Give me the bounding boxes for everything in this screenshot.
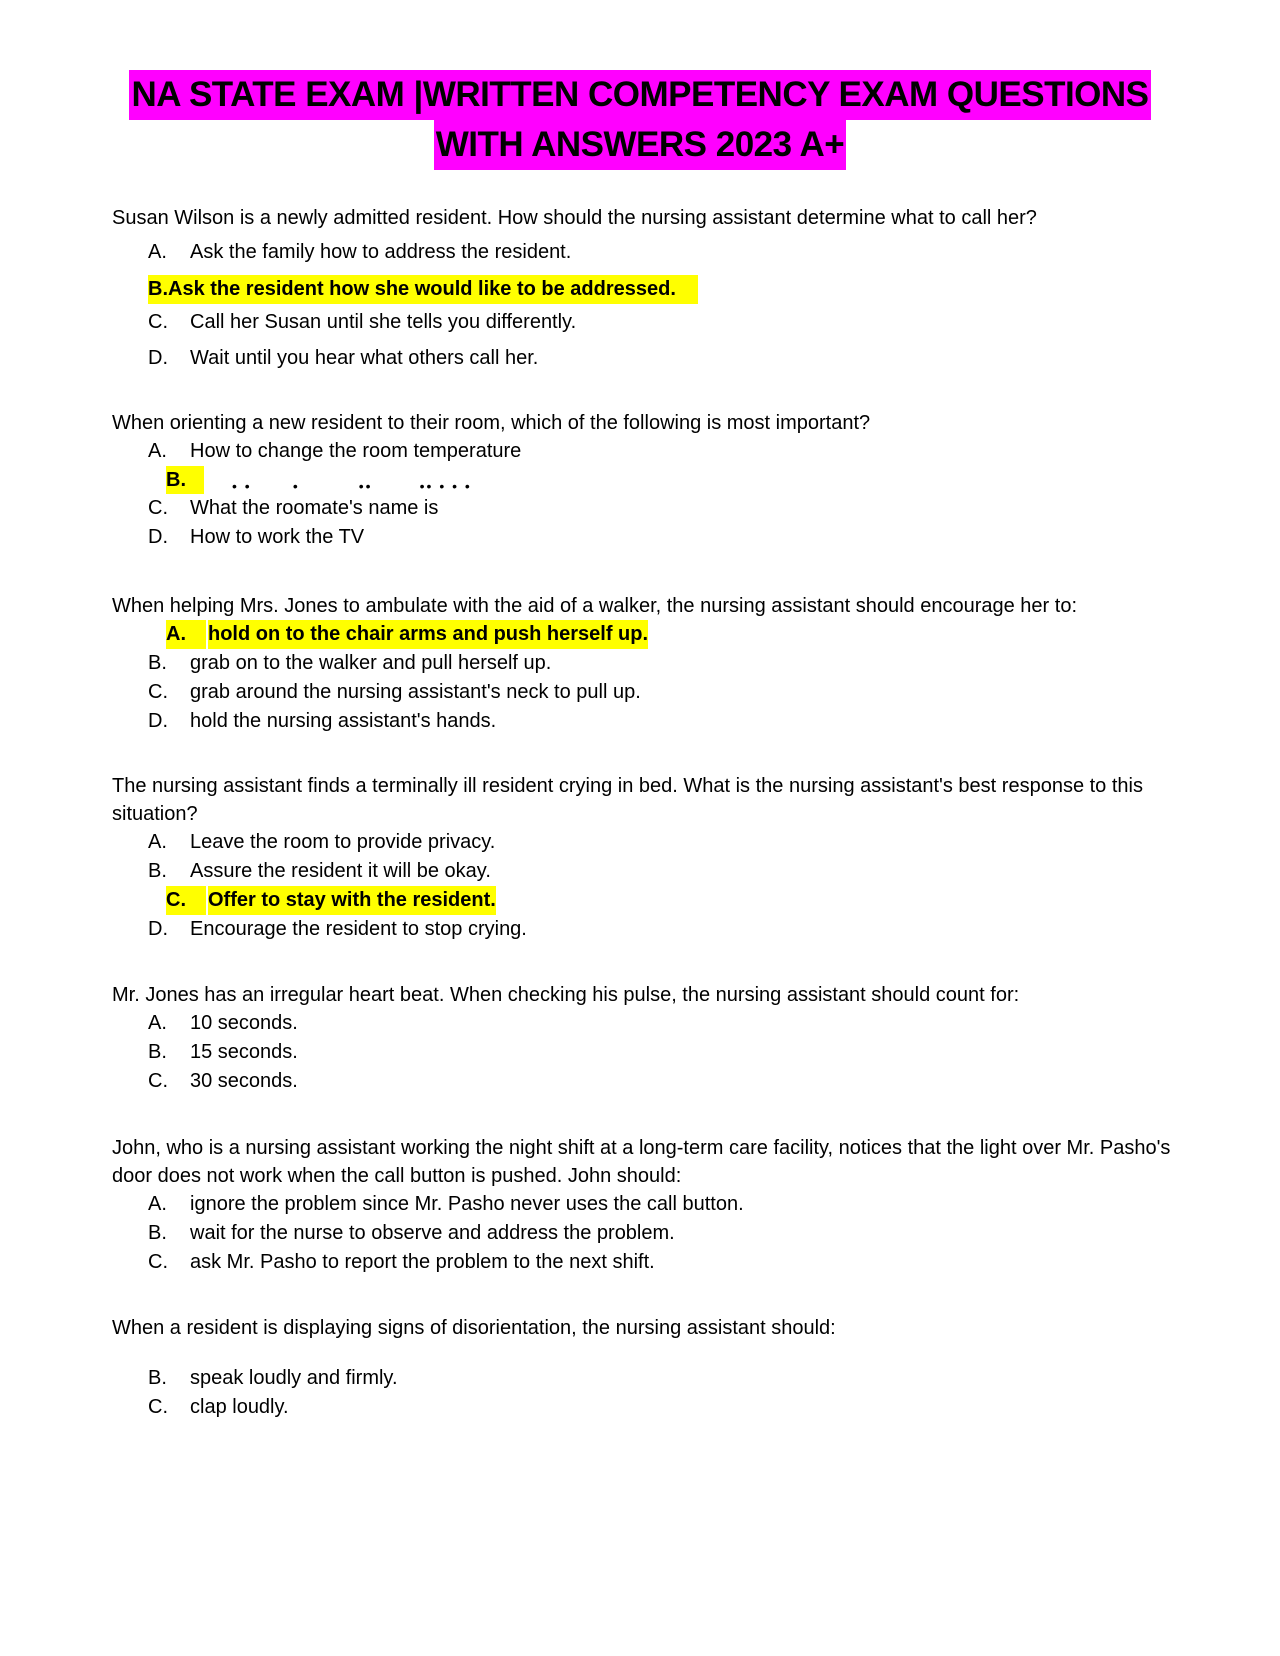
option-letter: A. (148, 440, 167, 462)
option-text: Call her Susan until she tells you differently. (190, 311, 577, 333)
option-text: ignore the problem since Mr. Pasho never uses the call button. (190, 1193, 744, 1215)
option-c-correct (112, 886, 1172, 915)
option-a (112, 238, 1172, 267)
option-letter: B. (148, 1222, 167, 1244)
question-stem: John, who is a nursing assistant working the night shift at a long-term care facility, notices that the light over Mr. Pasho's door does not work when the call button is pushed. John should: (112, 1137, 1171, 1187)
option-a (112, 1190, 1172, 1219)
option-a (112, 1009, 1172, 1038)
option-a-correct (112, 620, 1172, 649)
option-letter: A. (148, 831, 167, 853)
option-c (112, 1067, 1172, 1096)
title-line-2: WITH ANSWERS 2023 A+ (434, 120, 846, 170)
option-letter: A. (148, 1193, 167, 1215)
option-a (112, 437, 1172, 466)
cut-off-text: • • • •• •• • • • (232, 478, 472, 494)
option-letter: A. (148, 241, 167, 263)
option-c (112, 308, 1172, 337)
option-text: clap loudly. (190, 1396, 289, 1418)
option-c (112, 1248, 1172, 1277)
option-text: grab on to the walker and pull herself up. (190, 652, 552, 674)
title-line-1: NA STATE EXAM |WRITTEN COMPETENCY EXAM QUESTIONS (129, 70, 1150, 120)
option-b (112, 649, 1172, 678)
option-text: What the roomate's name is (190, 497, 439, 519)
option-text: speak loudly and firmly. (190, 1367, 398, 1389)
option-c (112, 1393, 1172, 1422)
option-text: 15 seconds. (190, 1041, 298, 1063)
option-b (112, 1364, 1172, 1393)
option-d (112, 344, 1172, 373)
option-text: Leave the room to provide privacy. (190, 831, 496, 853)
question-stem: The nursing assistant finds a terminally ill resident crying in bed. What is the nursing assistant's best response to this situation? (112, 775, 1143, 825)
option-letter: C. (148, 311, 168, 333)
option-text: 30 seconds. (190, 1070, 298, 1092)
option-text: Encourage the resident to stop crying. (190, 918, 527, 940)
question-stem: When orienting a new resident to their room, which of the following is most important? (112, 412, 871, 434)
option-text-highlighted: Offer to stay with the resident. (208, 886, 496, 915)
option-letter: C. (148, 1396, 168, 1418)
option-letter: D. (148, 347, 168, 369)
question-5 (112, 981, 1172, 1108)
option-letter: B. (148, 652, 167, 674)
question-2 (112, 409, 1172, 552)
question-1 (112, 204, 1172, 373)
question-stem: Susan Wilson is a newly admitted resident. How should the nursing assistant determine what to call her? (112, 207, 1037, 229)
option-letter: A. (148, 1012, 167, 1034)
option-text: wait for the nurse to observe and address the problem. (190, 1222, 675, 1244)
option-c (112, 494, 1172, 523)
option-letter: D. (148, 710, 168, 732)
option-text: How to change the room temperature (190, 440, 522, 462)
option-text-highlighted: hold on to the chair arms and push herself up. (208, 620, 648, 649)
question-stem: When a resident is displaying signs of disorientation, the nursing assistant should: (112, 1317, 836, 1339)
option-text: How to work the TV (190, 526, 365, 548)
option-letter-highlighted: C. (166, 886, 206, 915)
option-d-cut (112, 1096, 1172, 1108)
option-a-cut (112, 1350, 1172, 1364)
option-b-partial (112, 466, 1172, 494)
document-title (60, 70, 1220, 170)
question-stem: Mr. Jones has an irregular heart beat. When checking his pulse, the nursing assistant should count for: (112, 984, 1020, 1006)
option-letter: D. (148, 918, 168, 940)
option-text: ask Mr. Pasho to report the problem to the next shift. (190, 1251, 655, 1273)
option-letter-highlighted: B. (166, 466, 204, 494)
question-6 (112, 1134, 1172, 1287)
option-d (112, 523, 1172, 552)
option-b (112, 1038, 1172, 1067)
option-letter: C. (148, 497, 168, 519)
question-3 (112, 592, 1172, 736)
option-text: grab around the nursing assistant's neck to pull up. (190, 681, 641, 703)
option-letter: B. (148, 860, 167, 882)
option-b (112, 857, 1172, 886)
question-7 (112, 1314, 1172, 1422)
option-text: Assure the resident it will be okay. (190, 860, 491, 882)
option-b-correct (112, 275, 1172, 304)
option-text-highlighted: B.Ask the resident how she would like to be addressed. (148, 275, 698, 304)
option-letter: B. (148, 1041, 167, 1063)
option-text: Wait until you hear what others call her. (190, 347, 539, 369)
option-letter: D. (148, 526, 168, 548)
option-letter: C. (148, 1070, 168, 1092)
option-letter: B. (148, 1367, 167, 1389)
option-text: 10 seconds. (190, 1012, 298, 1034)
option-letter: C. (148, 1251, 168, 1273)
question-4 (112, 772, 1172, 944)
option-letter-highlighted: A. (166, 620, 206, 649)
option-text: hold the nursing assistant's hands. (190, 710, 497, 732)
option-letter: C. (148, 681, 168, 703)
option-c (112, 678, 1172, 707)
option-a (112, 828, 1172, 857)
option-b (112, 1219, 1172, 1248)
question-stem: When helping Mrs. Jones to ambulate with the aid of a walker, the nursing assistant should encourage her to: (112, 595, 1077, 617)
option-text: Ask the family how to address the resident. (190, 241, 572, 263)
option-d (112, 707, 1172, 736)
option-d-cut (112, 1277, 1172, 1287)
option-d (112, 915, 1172, 944)
